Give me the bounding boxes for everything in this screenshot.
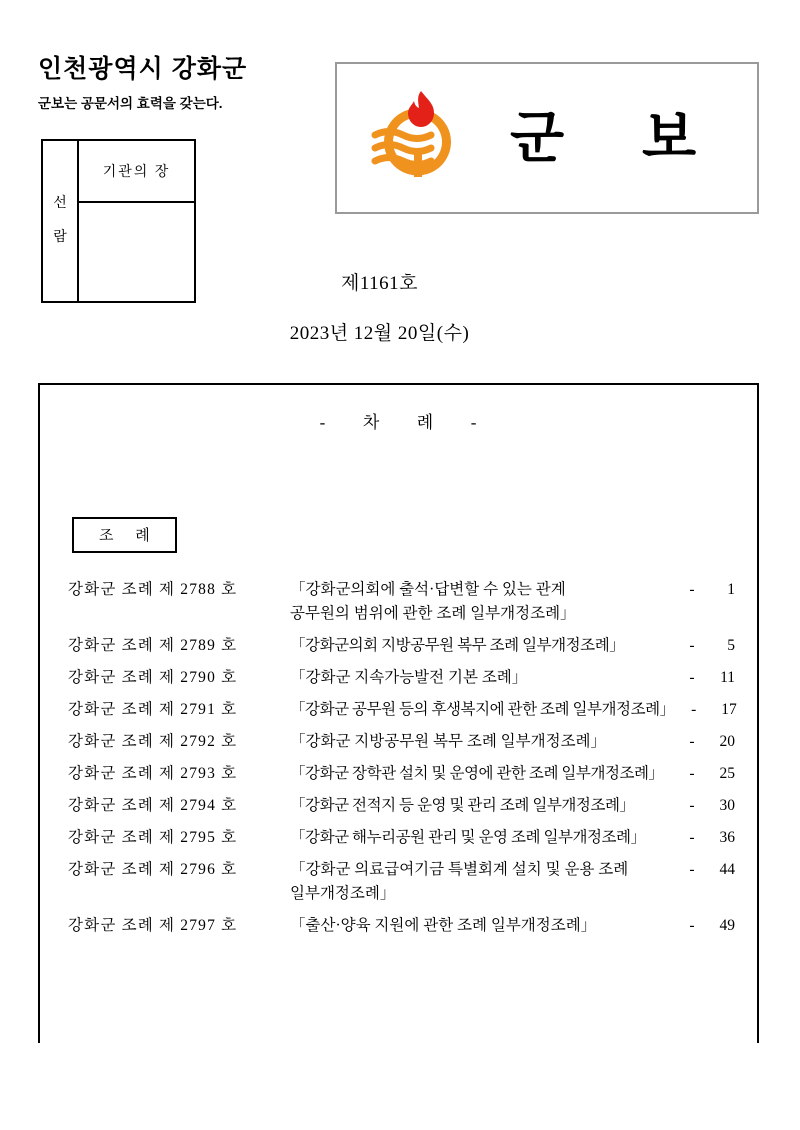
entry-title [290, 666, 679, 690]
ganghwa-county-emblem-icon [365, 85, 471, 191]
table-of-contents-entry[interactable] [68, 826, 735, 850]
entry-dash: - [689, 669, 695, 687]
entry-title [290, 858, 679, 906]
table-of-contents-entry[interactable] [68, 762, 735, 786]
table-of-contents-entry[interactable] [68, 858, 735, 906]
entry-title-line-1: 「강화군 장학관 설치 및 운영에 관한 조례 일부개정조례」 [290, 765, 664, 783]
entry-page-number: 1 [727, 581, 735, 598]
table-of-contents-list [40, 578, 757, 938]
entry-title-line-1: 「강화군 지방공무원 복무 조례 일부개정조례」 [290, 733, 607, 751]
entry-reference: 강화군 조례 제 2792 호 [68, 733, 238, 751]
gazette-title-word-2: 보 [641, 106, 697, 169]
entry-title [290, 914, 679, 938]
table-of-contents-entry[interactable] [68, 794, 735, 818]
entry-reference: 강화군 조례 제 2791 호 [68, 701, 238, 719]
heading-dash-right: - [470, 413, 478, 432]
heading-word-2: 례 [416, 413, 435, 432]
approval-head-label: 기관의 장 [79, 141, 194, 203]
table-of-contents-entry[interactable] [68, 914, 735, 938]
entry-title [290, 762, 679, 786]
entry-page-number: 36 [719, 829, 735, 847]
heading-word-1: 차 [362, 413, 381, 432]
entry-dash: - [689, 797, 695, 815]
entry-dash: - [689, 765, 695, 783]
issue-number: 제1161호 [340, 273, 418, 294]
entry-page-number: 30 [719, 797, 735, 815]
entry-title-line-1: 「강화군 지속가능발전 기본 조례」 [290, 669, 528, 687]
gazette-title-words [471, 106, 757, 169]
entry-title-line-1: 「출산·양육 지원에 관한 조례 일부개정조례」 [290, 917, 597, 935]
entry-dash: - [689, 917, 695, 935]
entry-page-number: 11 [720, 669, 735, 687]
entry-reference: 강화군 조례 제 2794 호 [68, 797, 238, 815]
entry-page-number: 17 [721, 701, 737, 719]
entry-page-number: 5 [727, 637, 735, 655]
table-of-contents-entry[interactable] [68, 634, 735, 658]
table-of-contents-entry[interactable] [68, 698, 735, 722]
section-label-ordinance: 조 례 [72, 517, 177, 553]
entry-dash: - [689, 637, 695, 655]
gazette-title-plate [335, 62, 759, 214]
issue-date: 2023년 12월 20일(수) [289, 323, 470, 344]
table-of-contents-entry[interactable] [68, 578, 735, 626]
entry-title [290, 826, 679, 850]
entry-title-line-1: 「강화군 해누리공원 관리 및 운영 조례 일부개정조례」 [290, 829, 646, 847]
table-of-contents-entry[interactable] [68, 666, 735, 690]
organization-title: 인천광역시 강화군 [38, 55, 248, 83]
entry-title [290, 794, 679, 818]
entry-reference: 강화군 조례 제 2793 호 [68, 765, 238, 783]
entry-reference: 강화군 조례 제 2789 호 [68, 637, 238, 655]
entry-title-line-1: 「강화군 의료급여기금 특별회계 설치 및 운용 조례 [290, 861, 629, 879]
entry-title-line-1: 「강화군의회에 출석·답변할 수 있는 관계 [290, 581, 566, 598]
entry-reference: 강화군 조례 제 2790 호 [68, 669, 238, 687]
entry-reference: 강화군 조례 제 2797 호 [68, 917, 238, 935]
entry-reference: 강화군 조례 제 2795 호 [68, 829, 238, 847]
entry-title-line-2: 공무원의 범위에 관한 조례 일부개정조례」 [290, 605, 576, 623]
approval-label-char-1: 선 [53, 195, 67, 211]
approval-label-char-2: 람 [53, 230, 67, 245]
entry-title-line-1: 「강화군의회 지방공무원 복무 조례 일부개정조례」 [290, 637, 625, 655]
entry-dash: - [689, 861, 695, 879]
entry-page-number: 20 [719, 733, 735, 751]
table-of-contents-entry[interactable] [68, 730, 735, 754]
entry-title-line-2: 일부개정조례」 [290, 885, 396, 903]
entry-dash: - [689, 733, 695, 751]
entry-title-line-1: 「강화군 전적지 등 운영 및 관리 조례 일부개정조례」 [290, 797, 635, 815]
gazette-title-word-1: 군 [509, 106, 565, 169]
entry-title [290, 730, 679, 754]
entry-title [290, 578, 679, 626]
gazette-legal-note: 군보는 공문서의 효력을 갖는다. [38, 95, 223, 111]
entry-title [290, 698, 681, 722]
table-of-contents-frame [38, 383, 759, 1043]
masthead [38, 55, 338, 112]
entry-dash: - [691, 701, 697, 719]
entry-page-number: 44 [719, 861, 735, 879]
entry-dash: - [689, 829, 695, 847]
heading-dash-left: - [319, 413, 327, 432]
entry-title [290, 634, 679, 658]
entry-page-number: 25 [719, 765, 735, 783]
entry-reference: 강화군 조례 제 2796 호 [68, 861, 238, 879]
entry-title-line-1: 「강화군 공무원 등의 후생복지에 관한 조례 일부개정조례」 [290, 701, 675, 719]
table-of-contents-heading [40, 408, 757, 433]
entry-dash: - [689, 581, 695, 598]
entry-page-number: 49 [719, 917, 735, 935]
entry-reference: 강화군 조례 제 2788 호 [68, 581, 238, 598]
